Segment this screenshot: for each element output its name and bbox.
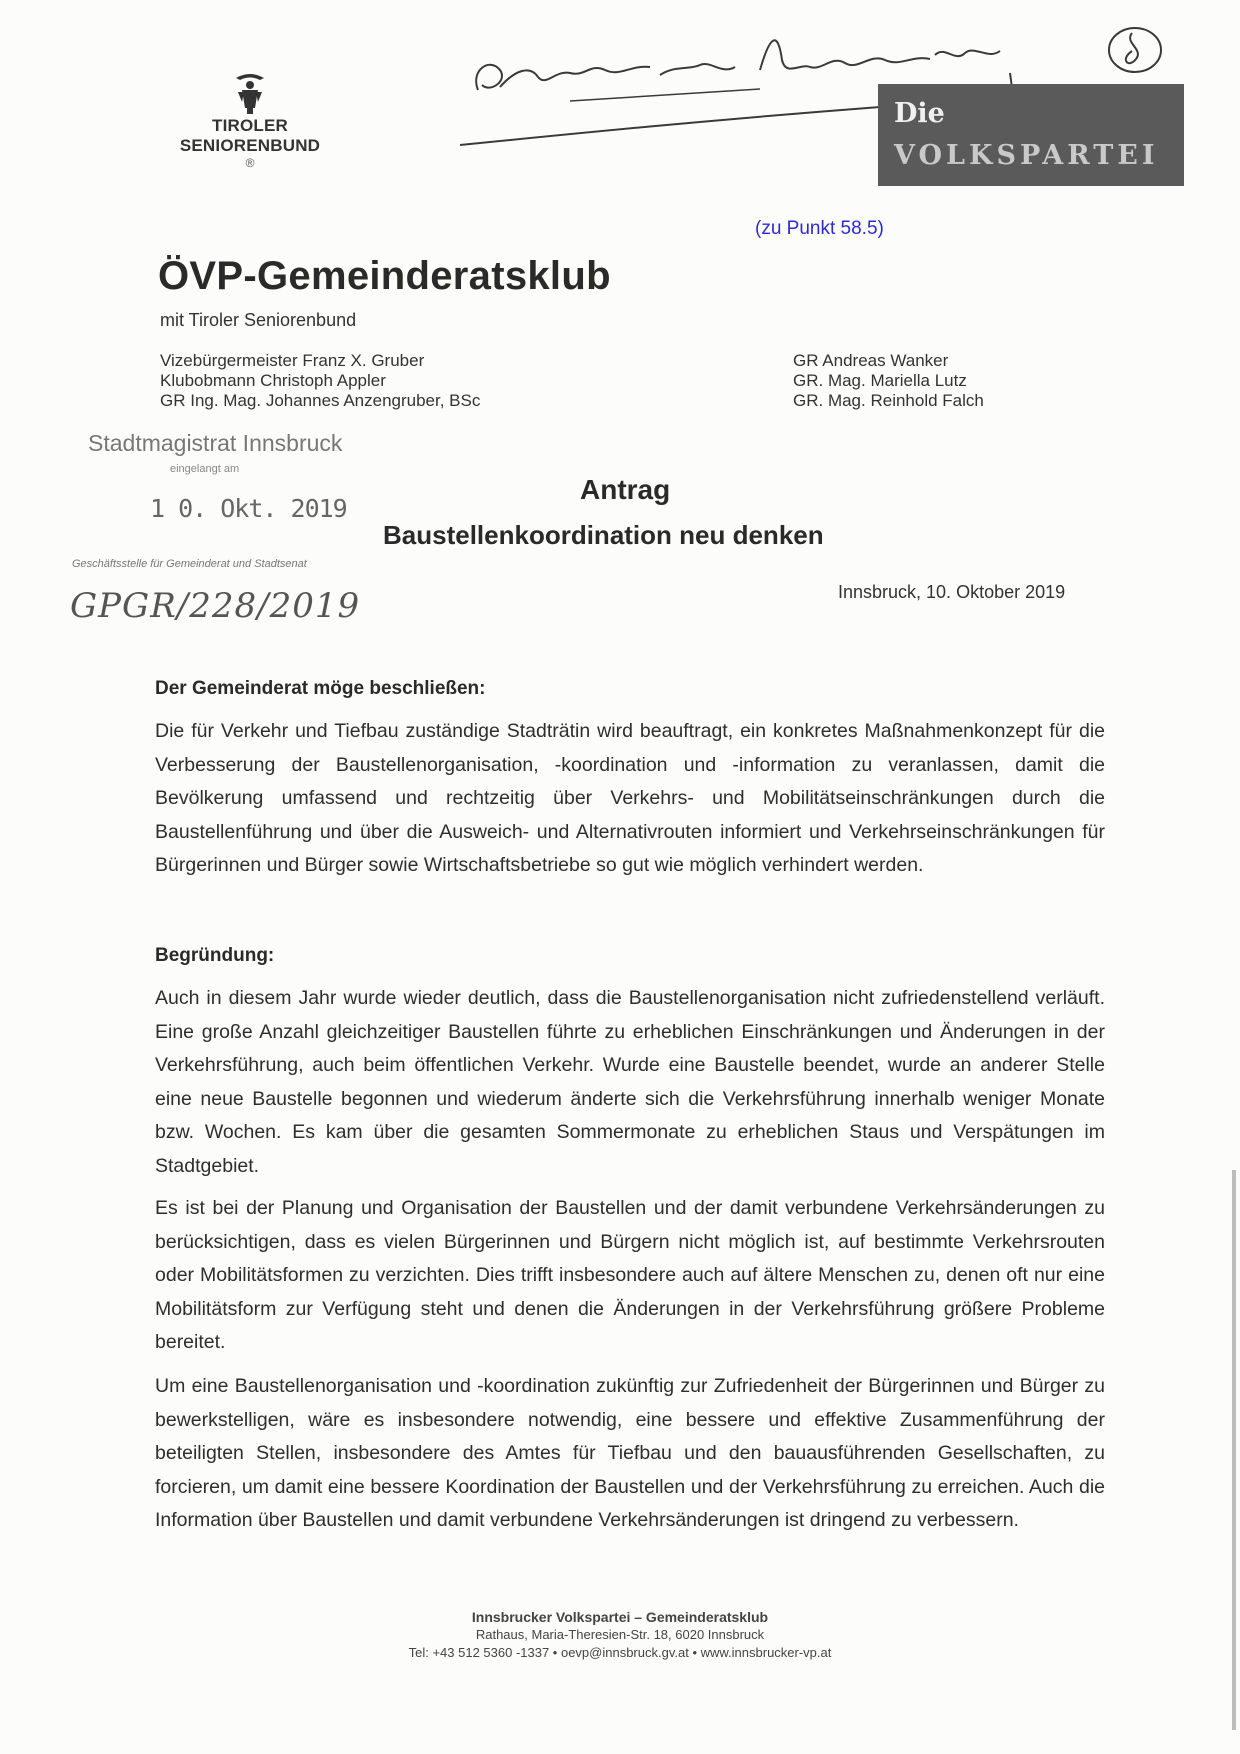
eagle-icon [230,70,270,116]
reasoning-heading: Begründung: [155,945,275,966]
scan-edge-mark [1232,1170,1236,1730]
document-type: Antrag [580,474,671,505]
member-name: GR. Mag. Mariella Lutz [793,371,967,390]
stamp-date: 1 0. Okt. 2019 [150,494,347,523]
footer-address: Rathaus, Maria-Theresien-Str. 18, 6020 Innsbruck [475,1627,765,1642]
stamp-office: Geschäftsstelle für Gemeinderat und Stadtsenat [72,558,307,570]
member-name: Klubobmann Christoph Appler [160,371,386,390]
stamp-organization: Stadtmagistrat Innsbruck [88,430,343,456]
seniorenbund-logo [150,70,350,205]
document-title: Baustellenkoordination neu denken [383,520,824,550]
resolution-text: Die für Verkehr und Tiefbau zuständige Stadträtin wird beauftragt, ein konkretes Maßnahmenkonzept für die Verbesserung der Baustellenorganisation, -koordination und -information zu veranlassen, damit die Bevölkerung umfassend und rechtzeitig über Verkehrs- und Mobilitätseinschränkungen durch die Baustellenführung und über die Ausweich- und Alternativrouten informiert und Verkehrseinschränkungen für Bürgerinnen und Bürger sowie Wirtschaftsbetriebe so gut wie möglich verhindert werden. [155,720,1105,876]
club-title: ÖVP-Gemeinderatsklub [158,254,611,298]
member-name: Vizebürgermeister Franz X. Gruber [160,351,425,370]
stamp-received-label: eingelangt am [170,463,240,475]
reference-point: (zu Punkt 58.5) [755,218,884,239]
logo-die: Die [894,98,945,129]
members-right [793,351,984,411]
reasoning-paragraph: Auch in diesem Jahr wurde wieder deutlich, dass die Baustellenorganisation nicht zufriedenstellend verläuft. Eine große Anzahl gleichzeitiger Baustellen führte zu erheblichen Einschränkungen und Änderungen in der Verkehrsführung, auch beim öffentlichen Verkehr. Wurde eine Baustelle beendet, wurde an anderer Stelle eine neue Baustelle begonnen und wiederum änderte sich die Verkehrsführung innerhalb weniger Monate bzw. Wochen. Es kam über die gesamten Sommermonate zu erheblichen Staus und Verspätungen im Stadtgebiet. [155,987,1105,1177]
logo-line-2: SENIORENBUND [179,136,321,155]
file-number: GPGR/228/2019 [70,586,361,626]
reasoning-paragraph: Es ist bei der Planung und Organisation der Baustellen und der damit verbundene Verkehrsänderungen zu berücksichtigen, dass es vielen Bürgerinnen und Bürgern nicht möglich ist, auf bestimmte Verkehrsrouten oder Mobilitätsformen zu verzichten. Dies trifft insbesondere auch auf ältere Menschen zu, denen oft nur eine Mobilitätsform zur Verfügung steht und denen die Änderungen in der Verkehrsführung größere Probleme bereitet. [155,1197,1105,1353]
reasoning-paragraph: Um eine Baustellenorganisation und -koordination zukünftig zur Zufriedenheit der Bürgerinnen und Bürger zu bewerkstelligen, wäre es insbesondere notwendig, eine bessere und effektive Zusammenführung der beteiligten Stellen, insbesondere des Amtes für Tiefbau und den bauausführenden Gesellschaften, zu forcieren, um damit eine bessere Koordination der Baustellen und der Verkehrsführung zu erreichen. Auch die Information über Baustellen und damit verbundene Verkehrsänderungen ist dringend zu verbessern. [155,1375,1105,1531]
member-name: GR. Mag. Reinhold Falch [793,391,984,410]
place-date: Innsbruck, 10. Oktober 2019 [838,582,1066,602]
volkspartei-logo [878,84,1184,186]
logo-line-1: TIROLER [211,116,288,135]
resolution-heading: Der Gemeinderat möge beschließen: [155,678,486,699]
member-name: GR Ing. Mag. Johannes Anzengruber, BSc [160,391,481,410]
footer-org: Innsbrucker Volkspartei – Gemeinderatsklub [471,1609,769,1625]
member-name: GR Andreas Wanker [793,351,949,370]
footer-contact: Tel: +43 512 5360 -1337 • oevp@innsbruck.gv.at • www.innsbrucker-vp.at [408,1645,832,1660]
registered-icon: ® [245,156,255,170]
club-subtitle: mit Tiroler Seniorenbund [160,310,357,330]
members-left [160,351,480,411]
logo-volkspartei: VOLKSPARTEI [894,140,1159,171]
footer [220,1608,1020,1662]
